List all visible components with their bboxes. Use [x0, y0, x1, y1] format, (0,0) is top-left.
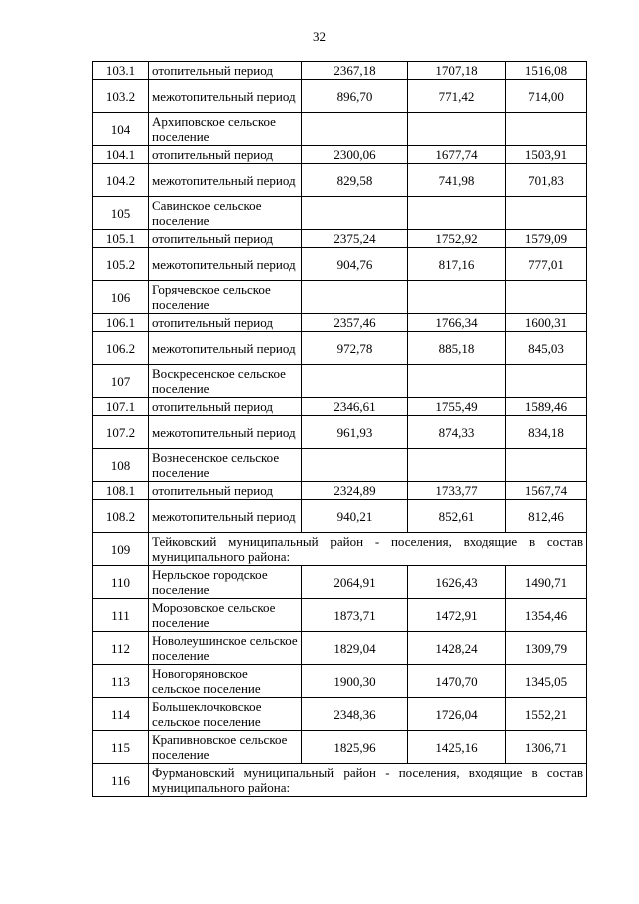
value-cell-v1: 2064,91 [302, 566, 408, 599]
value-cell-v3 [506, 449, 587, 482]
value-cell-v3: 834,18 [506, 416, 587, 449]
value-cell-v2: 1472,91 [408, 599, 506, 632]
name-cell: Воскресенское сельское поселение [149, 365, 302, 398]
row-number-cell: 104 [93, 113, 149, 146]
value-cell-v2: 741,98 [408, 164, 506, 197]
row-number-cell: 107.1 [93, 398, 149, 416]
name-cell: межотопительный период [149, 80, 302, 113]
value-cell-v3 [506, 113, 587, 146]
row-number-cell: 112 [93, 632, 149, 665]
value-cell-v3 [506, 197, 587, 230]
table-row [93, 500, 587, 533]
value-cell-v1: 1825,96 [302, 731, 408, 764]
table-row [93, 533, 587, 566]
value-cell-v2: 1755,49 [408, 398, 506, 416]
row-number-cell: 105 [93, 197, 149, 230]
value-cell-v2: 1470,70 [408, 665, 506, 698]
row-number-cell: 116 [93, 764, 149, 797]
district-heading-cell: Тейковский муниципальный район - поселения, входящие в состав муниципального района: [149, 533, 587, 566]
row-number-cell: 103.2 [93, 80, 149, 113]
row-number-cell: 107.2 [93, 416, 149, 449]
table-row [93, 764, 587, 797]
row-number-cell: 113 [93, 665, 149, 698]
value-cell-v2: 1707,18 [408, 62, 506, 80]
table-row [93, 449, 587, 482]
row-number-cell: 108.1 [93, 482, 149, 500]
district-heading-cell: Фурмановский муниципальный район - поселения, входящие в состав муниципального района: [149, 764, 587, 797]
row-number-cell: 108.2 [93, 500, 149, 533]
value-cell-v3: 1345,05 [506, 665, 587, 698]
value-cell-v1: 2348,36 [302, 698, 408, 731]
value-cell-v2: 852,61 [408, 500, 506, 533]
value-cell-v3: 1516,08 [506, 62, 587, 80]
name-cell: Горячевское сельское поселение [149, 281, 302, 314]
value-cell-v3: 845,03 [506, 332, 587, 365]
table-row [93, 482, 587, 500]
value-cell-v1 [302, 197, 408, 230]
value-cell-v3: 1552,21 [506, 698, 587, 731]
table-row [93, 80, 587, 113]
value-cell-v3 [506, 281, 587, 314]
table-row [93, 398, 587, 416]
name-cell: Новолеушинское сельское поселение [149, 632, 302, 665]
name-cell: межотопительный период [149, 248, 302, 281]
value-cell-v1: 896,70 [302, 80, 408, 113]
value-cell-v1: 1900,30 [302, 665, 408, 698]
table-row [93, 314, 587, 332]
value-cell-v2: 1726,04 [408, 698, 506, 731]
value-cell-v2: 1677,74 [408, 146, 506, 164]
name-cell: отопительный период [149, 230, 302, 248]
value-cell-v1: 2300,06 [302, 146, 408, 164]
row-number-cell: 105.1 [93, 230, 149, 248]
tariff-table [92, 61, 587, 797]
row-number-cell: 103.1 [93, 62, 149, 80]
table-row [93, 332, 587, 365]
value-cell-v2: 771,42 [408, 80, 506, 113]
value-cell-v2: 885,18 [408, 332, 506, 365]
value-cell-v1: 1873,71 [302, 599, 408, 632]
name-cell: отопительный период [149, 62, 302, 80]
name-cell: отопительный период [149, 398, 302, 416]
value-cell-v2 [408, 113, 506, 146]
value-cell-v2: 1752,92 [408, 230, 506, 248]
table-row [93, 62, 587, 80]
name-cell: межотопительный период [149, 500, 302, 533]
table-row [93, 416, 587, 449]
table-row [93, 164, 587, 197]
table-row [93, 197, 587, 230]
value-cell-v2 [408, 281, 506, 314]
value-cell-v1 [302, 449, 408, 482]
value-cell-v2 [408, 197, 506, 230]
value-cell-v3: 1503,91 [506, 146, 587, 164]
row-number-cell: 114 [93, 698, 149, 731]
row-number-cell: 106.1 [93, 314, 149, 332]
value-cell-v1: 1829,04 [302, 632, 408, 665]
value-cell-v2: 1626,43 [408, 566, 506, 599]
value-cell-v2: 1766,34 [408, 314, 506, 332]
value-cell-v1 [302, 365, 408, 398]
name-cell: Большеклочковское сельское поселение [149, 698, 302, 731]
name-cell: Новогоряновское сельское поселение [149, 665, 302, 698]
table-row [93, 146, 587, 164]
table-row [93, 731, 587, 764]
value-cell-v1 [302, 113, 408, 146]
value-cell-v1: 829,58 [302, 164, 408, 197]
name-cell: Савинское сельское поселение [149, 197, 302, 230]
name-cell: Крапивновское сельское поселение [149, 731, 302, 764]
value-cell-v3: 1600,31 [506, 314, 587, 332]
table-row [93, 698, 587, 731]
value-cell-v3: 1490,71 [506, 566, 587, 599]
value-cell-v2: 874,33 [408, 416, 506, 449]
row-number-cell: 106.2 [93, 332, 149, 365]
table-row [93, 665, 587, 698]
value-cell-v1 [302, 281, 408, 314]
value-cell-v3: 777,01 [506, 248, 587, 281]
table-row [93, 113, 587, 146]
table-row [93, 599, 587, 632]
table-row [93, 566, 587, 599]
value-cell-v3: 812,46 [506, 500, 587, 533]
name-cell: отопительный период [149, 482, 302, 500]
value-cell-v1: 961,93 [302, 416, 408, 449]
row-number-cell: 108 [93, 449, 149, 482]
value-cell-v1: 972,78 [302, 332, 408, 365]
table-row [93, 230, 587, 248]
name-cell: Нерльское городское поселение [149, 566, 302, 599]
name-cell: межотопительный период [149, 416, 302, 449]
table-row [93, 281, 587, 314]
value-cell-v3: 1306,71 [506, 731, 587, 764]
row-number-cell: 111 [93, 599, 149, 632]
table-body [93, 62, 587, 797]
value-cell-v1: 2367,18 [302, 62, 408, 80]
name-cell: отопительный период [149, 314, 302, 332]
value-cell-v2: 817,16 [408, 248, 506, 281]
value-cell-v2: 1428,24 [408, 632, 506, 665]
table-row [93, 632, 587, 665]
value-cell-v1: 2375,24 [302, 230, 408, 248]
row-number-cell: 106 [93, 281, 149, 314]
page-number: 32 [313, 29, 326, 44]
value-cell-v2: 1733,77 [408, 482, 506, 500]
value-cell-v1: 940,21 [302, 500, 408, 533]
value-cell-v3: 1354,46 [506, 599, 587, 632]
value-cell-v2: 1425,16 [408, 731, 506, 764]
value-cell-v3: 1589,46 [506, 398, 587, 416]
value-cell-v1: 904,76 [302, 248, 408, 281]
row-number-cell: 109 [93, 533, 149, 566]
value-cell-v1: 2357,46 [302, 314, 408, 332]
name-cell: Вознесенское сельское поселение [149, 449, 302, 482]
name-cell: Архиповское сельское поселение [149, 113, 302, 146]
value-cell-v1: 2324,89 [302, 482, 408, 500]
row-number-cell: 104.1 [93, 146, 149, 164]
row-number-cell: 107 [93, 365, 149, 398]
row-number-cell: 115 [93, 731, 149, 764]
name-cell: Морозовское сельское поселение [149, 599, 302, 632]
value-cell-v3: 1579,09 [506, 230, 587, 248]
table-row [93, 365, 587, 398]
value-cell-v2 [408, 365, 506, 398]
value-cell-v3: 701,83 [506, 164, 587, 197]
value-cell-v3 [506, 365, 587, 398]
value-cell-v1: 2346,61 [302, 398, 408, 416]
row-number-cell: 104.2 [93, 164, 149, 197]
table-row [93, 248, 587, 281]
name-cell: межотопительный период [149, 332, 302, 365]
name-cell: межотопительный период [149, 164, 302, 197]
value-cell-v2 [408, 449, 506, 482]
row-number-cell: 105.2 [93, 248, 149, 281]
row-number-cell: 110 [93, 566, 149, 599]
value-cell-v3: 1567,74 [506, 482, 587, 500]
value-cell-v3: 1309,79 [506, 632, 587, 665]
name-cell: отопительный период [149, 146, 302, 164]
value-cell-v3: 714,00 [506, 80, 587, 113]
